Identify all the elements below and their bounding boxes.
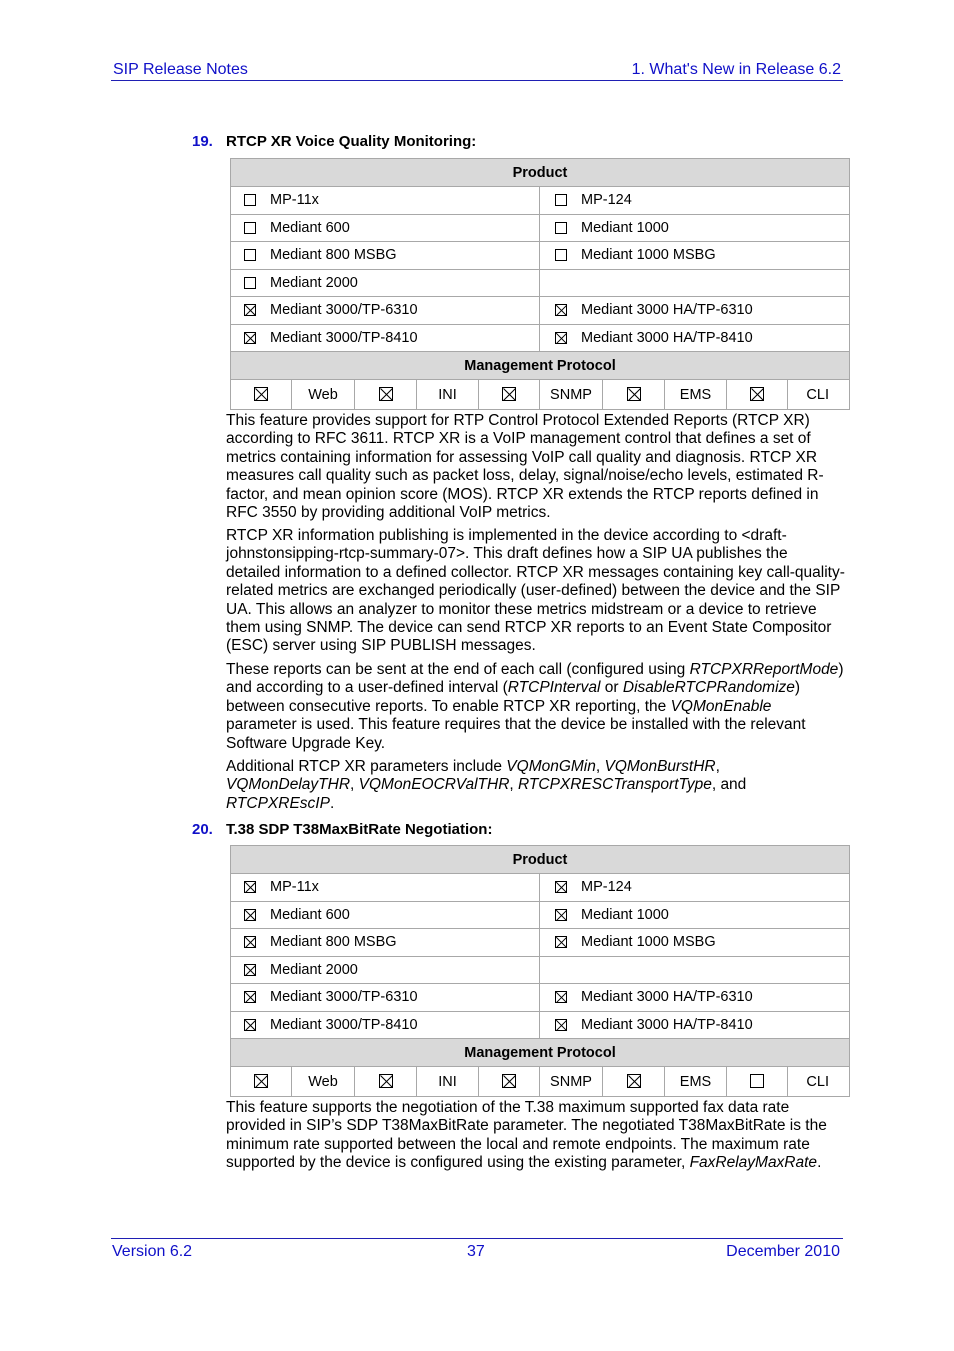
text-run: These reports can be sent at the end of each call (configured using: [226, 661, 690, 678]
product-cell: [540, 956, 850, 984]
checked-checkbox-icon: [379, 1074, 393, 1088]
protocol-checkbox-cell: [479, 1067, 540, 1097]
product-label: Mediant 3000 HA/TP-8410: [581, 1016, 753, 1033]
product-heading-row: [231, 846, 850, 874]
protocol-checkbox-cell: [603, 1067, 665, 1097]
section-number: 19.: [192, 133, 213, 150]
product-label: Mediant 800 MSBG: [270, 934, 397, 951]
protocol-label: SNMP: [540, 1067, 603, 1097]
section-title: T.38 SDP T38MaxBitRate Negotiation:: [226, 821, 493, 838]
text-run: ,: [509, 776, 519, 794]
product-cell: [540, 324, 850, 352]
unchecked-checkbox-icon: [244, 249, 256, 261]
product-label: MP-124: [581, 879, 632, 896]
text-run: .: [817, 1154, 822, 1172]
unchecked-checkbox-icon: [555, 194, 567, 206]
protocol-label: INI: [417, 380, 479, 410]
checked-checkbox-icon: [555, 936, 567, 948]
product-label: Mediant 3000/TP-6310: [270, 302, 418, 319]
unchecked-checkbox-icon: [244, 277, 256, 289]
parameter-name: RTCPXREscIP: [226, 794, 330, 812]
product-cell: [231, 984, 540, 1012]
checked-checkbox-icon: [555, 1019, 567, 1031]
checked-checkbox-icon: [627, 1074, 641, 1088]
header-chapter-title: 1. What's New in Release 6.2: [631, 61, 841, 78]
text-run: parameter is used. This feature requires that the device be installed with the relevant Software Upgrade Key.: [226, 716, 806, 752]
protocol-label: SNMP: [540, 380, 603, 410]
product-label: MP-124: [581, 192, 632, 209]
protocol-label: CLI: [788, 1067, 850, 1097]
unchecked-checkbox-icon: [555, 222, 567, 234]
product-row: [231, 269, 850, 297]
text-run: This feature provides support for RTP Control Protocol Extended Reports (RTCP XR) according to RFC 3611. RTCP XR is a VoIP management control that defines a set of metrics containing information for assessing VoIP call quality and diagnosis. RTCP XR measures call quality such as packet loss, delay, signal/noise/echo levels, estimated R-factor, and mean opinion score (MOS). RTCP XR extends the RTCP reports defined in RFC 3550 by providing additional VoIP metrics.: [226, 412, 824, 522]
checked-checkbox-icon: [244, 332, 256, 344]
section-20-support-table: [230, 845, 850, 1097]
product-row: [231, 929, 850, 957]
checked-checkbox-icon: [254, 1074, 268, 1088]
checked-checkbox-icon: [244, 991, 256, 1003]
section-number: 20.: [192, 821, 213, 838]
product-row: [231, 901, 850, 929]
protocol-checkbox-cell: [355, 1067, 417, 1097]
protocol-heading: Management Protocol: [231, 352, 850, 380]
text-run: ) and according to a user-defined interval (: [226, 661, 844, 697]
checked-checkbox-icon: [244, 881, 256, 893]
protocol-heading-row: [231, 1039, 850, 1067]
product-label: Mediant 3000 HA/TP-6310: [581, 302, 753, 319]
product-label: MP-11x: [270, 192, 319, 209]
product-label: Mediant 3000/TP-8410: [270, 1016, 418, 1033]
parameter-name: RTCPInterval: [507, 679, 601, 697]
product-cell: [540, 984, 850, 1012]
paragraph: [226, 412, 846, 522]
product-cell: [540, 874, 850, 902]
product-heading: Product: [231, 159, 850, 187]
protocol-label: Web: [292, 380, 355, 410]
product-cell: [540, 929, 850, 957]
product-label: MP-11x: [270, 879, 319, 896]
product-label: Mediant 1000: [581, 906, 669, 923]
unchecked-checkbox-icon: [244, 194, 256, 206]
protocol-checkbox-cell: [727, 1067, 788, 1097]
product-label: Mediant 3000 HA/TP-8410: [581, 329, 753, 346]
text-run: , and: [711, 776, 747, 794]
product-cell: [540, 269, 850, 297]
product-cell: [540, 214, 850, 242]
header-doc-title: SIP Release Notes: [113, 61, 248, 78]
product-row: [231, 242, 850, 270]
product-cell: [231, 956, 540, 984]
section-title: RTCP XR Voice Quality Monitoring:: [226, 133, 477, 150]
protocol-heading: Management Protocol: [231, 1039, 850, 1067]
protocol-checkbox-cell: [727, 380, 788, 410]
checked-checkbox-icon: [555, 332, 567, 344]
product-row: [231, 214, 850, 242]
product-label: Mediant 2000: [270, 961, 358, 978]
text-run: ,: [715, 758, 720, 775]
product-row: [231, 324, 850, 352]
checked-checkbox-icon: [750, 387, 764, 401]
section-19-support-table: [230, 158, 850, 410]
parameter-name: VQMonDelayTHR: [226, 776, 351, 794]
checked-checkbox-icon: [244, 964, 256, 976]
parameter-name: RTCPXRESCTransportType: [518, 776, 712, 794]
product-row: [231, 1011, 850, 1039]
checked-checkbox-icon: [555, 881, 567, 893]
protocol-checkbox-cell: [231, 1067, 292, 1097]
product-row: [231, 956, 850, 984]
protocol-row: [231, 380, 850, 410]
checked-checkbox-icon: [555, 991, 567, 1003]
product-row: [231, 874, 850, 902]
checked-checkbox-icon: [502, 1074, 516, 1088]
checked-checkbox-icon: [555, 304, 567, 316]
product-cell: [231, 187, 540, 215]
product-label: Mediant 800 MSBG: [270, 247, 397, 264]
product-row: [231, 187, 850, 215]
protocol-checkbox-cell: [479, 380, 540, 410]
paragraph: [226, 527, 846, 656]
protocol-label: Web: [292, 1067, 355, 1097]
product-cell: [540, 901, 850, 929]
product-cell: [231, 874, 540, 902]
product-label: Mediant 1000: [581, 219, 669, 236]
checked-checkbox-icon: [244, 909, 256, 921]
footer-date: December 2010: [726, 1243, 840, 1260]
product-cell: [231, 929, 540, 957]
protocol-checkbox-cell: [603, 380, 665, 410]
product-label: Mediant 1000 MSBG: [581, 247, 716, 264]
protocol-label: CLI: [788, 380, 850, 410]
parameter-name: VQMonBurstHR: [604, 758, 716, 775]
protocol-row: [231, 1067, 850, 1097]
checked-checkbox-icon: [502, 387, 516, 401]
checked-checkbox-icon: [555, 909, 567, 921]
page-header: [111, 60, 843, 81]
checked-checkbox-icon: [379, 387, 393, 401]
checked-checkbox-icon: [244, 1019, 256, 1031]
text-run: ) between consecutive reports. To enable RTCP XR reporting, the: [226, 679, 801, 715]
protocol-checkbox-cell: [355, 380, 417, 410]
product-cell: [540, 187, 850, 215]
text-run: or: [600, 679, 623, 697]
text-run: ,: [350, 776, 359, 794]
unchecked-checkbox-icon: [555, 249, 567, 261]
product-row: [231, 984, 850, 1012]
checked-checkbox-icon: [244, 936, 256, 948]
protocol-heading-row: [231, 352, 850, 380]
text-run: This feature supports the negotiation of the T.38 maximum supported fax data rate provided in SIP’s SDP T38MaxBitRate parameter. The negotiated T38MaxBitRate is the minimum rate supported between the local and remote endpoints. The maximum rate supported by the device is configured using the existing parameter,: [226, 1099, 827, 1172]
unchecked-checkbox-icon: [244, 222, 256, 234]
text-run: Additional RTCP XR parameters include: [226, 758, 507, 775]
product-heading-row: [231, 159, 850, 187]
unchecked-checkbox-icon: [750, 1074, 764, 1088]
product-cell: [540, 297, 850, 325]
text-run: RTCP XR information publishing is implemented in the device according to <draft-johnstonsipping-rtcp-summary-07>. This draft defines how a SIP UA publishes the detailed information to a defined collector. RTCP XR messages containing key call-quality-related metrics are exchanged periodically (user-defined) between the device and the SIP UA. This allows an analyzer to monitor these metrics midstream or a device to retrieve them using SNMP. The device can send RTCP XR reports to an Event State Compositor (ESC) server using SIP PUBLISH messages.: [226, 527, 845, 655]
text-run: ,: [595, 758, 605, 775]
product-label: Mediant 3000/TP-6310: [270, 989, 418, 1006]
product-cell: [540, 242, 850, 270]
text-run: .: [329, 794, 335, 812]
protocol-label: EMS: [665, 380, 727, 410]
parameter-name: FaxRelayMaxRate: [689, 1154, 818, 1172]
product-label: Mediant 3000 HA/TP-6310: [581, 989, 753, 1006]
product-cell: [231, 901, 540, 929]
parameter-name: VQMonEOCRValTHR: [358, 776, 510, 794]
product-cell: [231, 242, 540, 270]
product-label: Mediant 600: [270, 219, 350, 236]
parameter-name: VQMonEnable: [670, 697, 772, 715]
protocol-label: INI: [417, 1067, 479, 1097]
product-cell: [231, 297, 540, 325]
product-cell: [540, 1011, 850, 1039]
paragraph: [226, 758, 846, 813]
product-label: Mediant 3000/TP-8410: [270, 329, 418, 346]
paragraph: [226, 661, 846, 753]
product-cell: [231, 1011, 540, 1039]
parameter-name: RTCPXRReportMode: [689, 661, 839, 678]
paragraph: [226, 1099, 846, 1173]
page-footer: [111, 1238, 843, 1263]
product-heading: Product: [231, 846, 850, 874]
parameter-name: DisableRTCPRandomize: [622, 679, 795, 697]
product-label: Mediant 600: [270, 906, 350, 923]
product-label: Mediant 2000: [270, 274, 358, 291]
product-row: [231, 297, 850, 325]
product-cell: [231, 214, 540, 242]
checked-checkbox-icon: [627, 387, 641, 401]
product-cell: [231, 324, 540, 352]
product-cell: [231, 269, 540, 297]
protocol-checkbox-cell: [231, 380, 292, 410]
product-label: Mediant 1000 MSBG: [581, 934, 716, 951]
checked-checkbox-icon: [254, 387, 268, 401]
footer-page-number: 37: [467, 1243, 485, 1260]
checked-checkbox-icon: [244, 304, 256, 316]
protocol-label: EMS: [665, 1067, 727, 1097]
parameter-name: VQMonGMin: [506, 758, 596, 775]
footer-version: Version 6.2: [112, 1243, 193, 1260]
